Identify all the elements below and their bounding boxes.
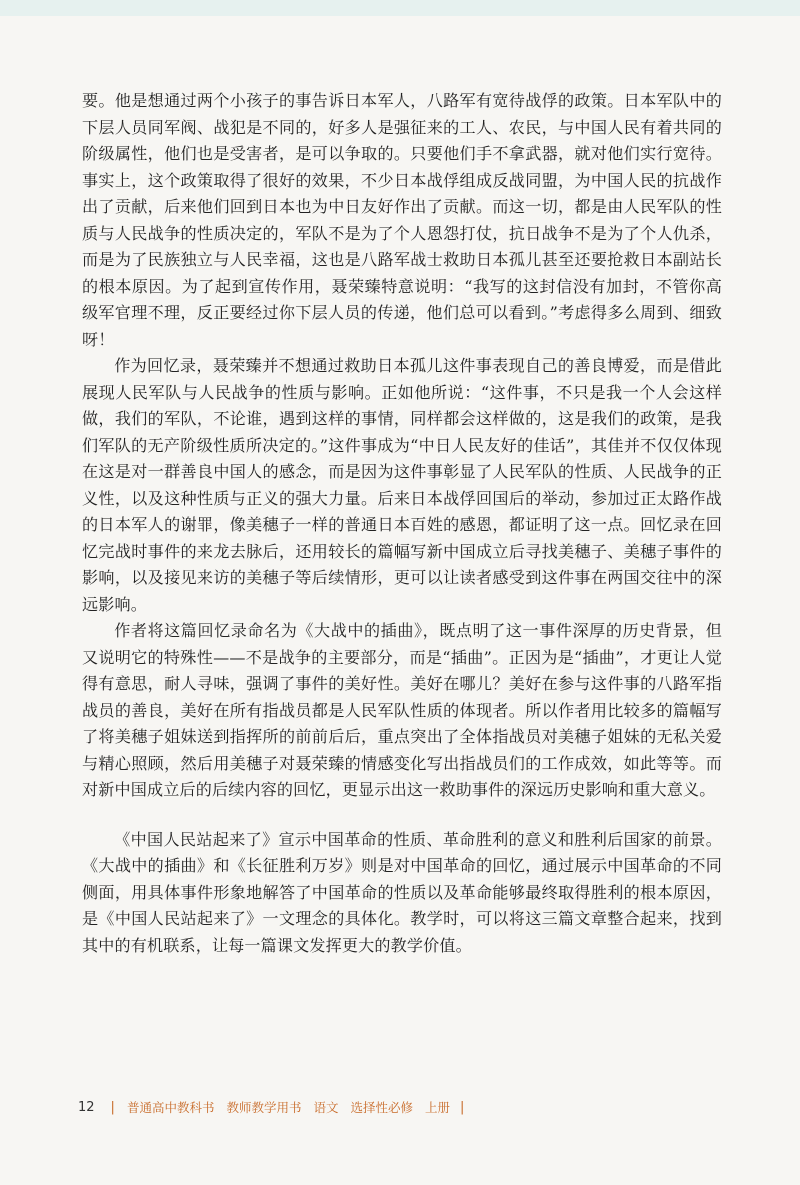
page-number: 12 bbox=[78, 1099, 95, 1115]
top-color-band bbox=[0, 0, 800, 16]
footer-book-type: 教师教学用书 bbox=[226, 1100, 302, 1115]
footer-book-series: 普通高中教科书 bbox=[126, 1100, 215, 1115]
paragraph-4: 《中国人民站起来了》宣示中国革命的性质、革命胜利的意义和胜利后国家的前景。《大战中的插曲》和《长征胜利万岁》则是对中国革命的回忆，通过展示中国革命的不同侧面，用具体事件形象地解答了中国革命的性质以及革命能够最终取得胜利的根本原因，是《中国人民站起来了》一文理念的具体化。教学时，可以将这三篇文章整合起来，找到其中的有机联系，让每一篇课文发挥更大的教学价值。 bbox=[82, 829, 722, 955]
footer-volume: 上册 bbox=[425, 1100, 451, 1115]
paragraph-2: 作为回忆录，聂荣臻并不想通过救助日本孤儿这件事表现自己的善良博爱，而是借此展现人民军队与人民战争的性质与影响。正如他所说：“这件事，不只是我一个人会这样做，我们的军队，不论谁，遇到这样的事情，同样都会这样做的，这是我们的政策，是我们军队的无产阶级性质所决定的。”这件事成为“中日人民友好的佳话”，其佳并不仅仅体现在这是对一群善良中国人的感念，而是因为这件事彰显了人民军队的性质、人民战争的正义性，以及这种性质与正义的强大力量。后来日本战俘回国后的举动，参加过正太路作战的日本军人的谢罪，像美穗子一样的普通日本百姓的感恩，都证明了这一点。回忆录在回忆完战时事件的来龙去脉后，还用较长的篇幅写新中国成立后寻找美穗子、美穗子事件的影响，以及接见来访的美穗子等后续情形，更可以让读者感受到这件事在两国交往中的深远影响。 bbox=[82, 356, 722, 614]
page-body bbox=[82, 88, 722, 959]
footer-divider: | bbox=[110, 1099, 115, 1115]
paragraph-3: 作者将这篇回忆录命名为《大战中的插曲》，既点明了这一事件深厚的历史背景，但又说明它的特殊性——不是战争的主要部分，而是“插曲”。正因为是“插曲”，才更让人觉得有意思，耐人寻味，强调了事件的美好性。美好在哪儿？美好在参与这件事的八路军指战员的善良，美好在所有指战员都是人民军队性质的体现者。所以作者用比较多的篇幅写了将美穗子姐妹送到指挥所的前前后后，重点突出了全体指战员对美穗子姐妹的无私关爱与精心照顾，然后用美穗子对聂荣臻的情感变化写出指战员们的工作成效，如此等等。而对新中国成立后的后续内容的回忆，更显示出这一救助事件的深远历史影响和重大意义。 bbox=[82, 621, 722, 799]
section-gap bbox=[82, 804, 722, 827]
paragraph-1: 要。他是想通过两个小孩子的事告诉日本军人，八路军有宽待战俘的政策。日本军队中的下层人员同军阀、战犯是不同的，好多人是强征来的工人、农民，与中国人民有着共同的阶级属性，他们也是受害者，是可以争取的。只要他们手不拿武器，就对他们实行宽待。事实上，这个政策取得了很好的效果，不少日本战俘组成反战同盟，为中国人民的抗战作出了贡献，后来他们回到日本也为中日友好作出了贡献。而这一切，都是由人民军队的性质与人民战争的性质决定的，军队不是为了个人恩怨打仗，抗日战争不是为了个人仇杀，而是为了民族独立与人民幸福，这也是八路军战士救助日本孤儿甚至还要抢救日本副站长的根本原因。为了起到宣传作用，聂荣臻特意说明：“我写的这封信没有加封，不管你高级军官理不理，反正要经过你下层人员的传递，他们总可以看到。”考虑得多么周到、细致呀！ bbox=[82, 91, 722, 349]
page-footer bbox=[78, 1096, 464, 1118]
footer-course: 选择性必修 bbox=[350, 1100, 413, 1115]
footer-subject: 语文 bbox=[313, 1100, 339, 1115]
footer-divider-end: | bbox=[460, 1099, 465, 1115]
